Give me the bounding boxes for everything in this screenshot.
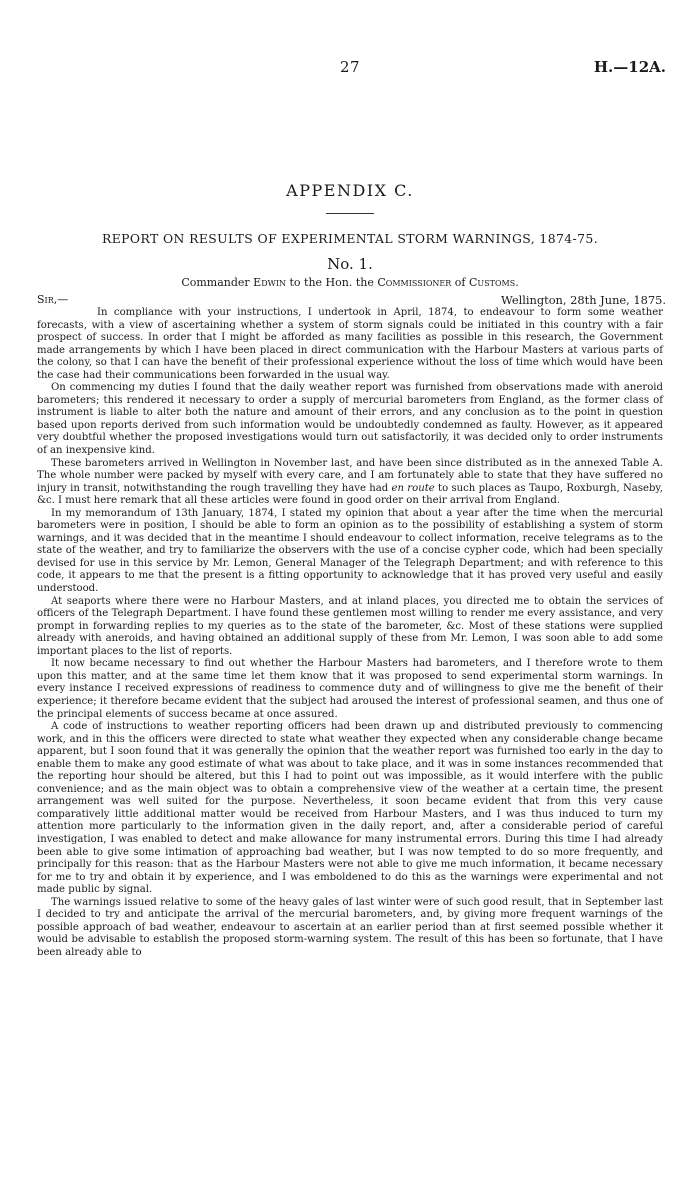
letter-number: No. 1. xyxy=(327,255,373,273)
correspondents-text: to the Hon. the xyxy=(286,276,378,289)
paragraph-text: to such places as Taupo, Roxburgh, Naseby, &c. I must here remark that all these articles were found in good order on their arrival from England. xyxy=(37,482,664,507)
paragraph: The warnings issued relative to some of the heavy gales of last winter were of such good result, that in September last I decided to try and anticipate the arrival of the mercurial barometers, and, by giving more frequent warnings of the possible approach of bad weather, endeavour to ascertain at an earlier period than at first seemed possible whether it would be advisable to establish the proposed storm-warning system. The result of this has been so fortunate, that I have been already able to xyxy=(37,896,663,958)
salutation: Sir,— xyxy=(37,293,69,306)
paragraph-text: These barometers arrived in Wellington in November last, and have been since distributed as in the annexed Table A. The whole number were packed by myself with every care, and I am fortunately able to state that they have suffered no injury in transit, notwithstanding the rough travelling they have had xyxy=(37,457,663,494)
dateline: Wellington, 28th June, 1875. xyxy=(501,293,666,307)
document-reference: H.—12A. xyxy=(593,58,666,76)
title-divider xyxy=(326,213,374,214)
appendix-title: APPENDIX C. xyxy=(286,181,414,200)
page-number: 27 xyxy=(339,58,361,76)
correspondents-line xyxy=(0,276,700,289)
sender-name: Edwin xyxy=(253,276,286,289)
correspondents-text: . xyxy=(515,276,519,289)
paragraph: In compliance with your instructions, I undertook in April, 1874, to endeavour to form some weather forecasts, with a view of ascertaining whether a system of storm signals could be initiated in this country with a fair prospect of success. In order that I might be afforded as many facilities as possible in this research, the Government made arrangements by which I have been placed in direct communication with the Harbour Masters at various parts of the colony, so that I can have the benefit of their professional experience without the loss of time which would have been the case had their communications been forwarded in the usual way. xyxy=(37,307,663,381)
paragraph: A code of instructions to weather reporting officers had been drawn up and distributed previously to commencing work, and in this the officers were directed to state what weather they expected when any considerable change became apparent, but I soon found that it was generally the opinion that the weather report was furnished too early in the day to enable them to make any good estimate of what was about to take place, and it was in some instances recommended that the reporting hour should be altered, but this I had to point out was impossible, as it would interfere with the public convenience; and as the main object was to obtain a comprehensive view of the weather at a certain time, the present arrangement was well suited for the purpose. Nevertheless, it soon became evident that from this very cause comparatively little additional matter would be received from Harbour Masters, and I was thus induced to turn my attention more particularly to the information given in the daily report, and, after a considerable period of careful investigation, I was enabled to detect and make allowance for many instrumental errors. During this time I had already been able to give some intimation of approaching bad weather, but I was now tempted to do so more frequently, and principally for this reason: that as the Harbour Masters were not able to give me much information, it became necessary for me to try and obtain it by experience, and I was emboldened to do this as the warnings were experimental and not made public by signal. xyxy=(37,721,663,896)
italic-phrase: en route xyxy=(391,482,435,494)
paragraph: On commencing my duties I found that the daily weather report was furnished from observations made with aneroid barometers; this rendered it necessary to order a supply of mercurial barometers from England, as the former class of instrument is liable to alter both the nature and amount of their errors, and any conclusion as to the point in question based upon reports derived from such information would be undoubtedly condemned as faulty. However, as it appeared very doubtful whether the proposed investigations would turn out satisfactorily, it was decided only to order instruments of an inexpensive kind. xyxy=(37,382,663,457)
recipient-office: Commissioner xyxy=(377,276,452,289)
paragraph: At seaports where there were no Harbour Masters, and at inland places, you directed me to obtain the services of officers of the Telegraph Department. I have found these gentlemen most willing to render me every assistance, and very prompt in forwarding replies to my queries as to the state of the barometer, &c. Most of these stations were supplied already with aneroids, and having obtained an additional supply of these from Mr. Lemon, I was soon able to add some important places to the list of reports. xyxy=(37,595,663,657)
letter-body xyxy=(37,307,663,959)
correspondents-text: Commander xyxy=(181,276,254,289)
paragraph: In my memorandum of 13th January, 1874, I stated my opinion that about a year after the time when the mercurial barometers were in position, I should be able to form an opinion as to the possibility of establishing a system of storm warnings, and it was decided that in the meantime I should endeavour to collect information, receive telegrams as to the state of the weather, and try to familiarize the observers with the use of a concise cypher code, which had been specially devised for use in this service by Mr. Lemon, General Manager of the Telegraph Department; and with reference to this code, it appears to me that the present is a fitting opportunity to acknowledge that it has proved very useful and easily understood. xyxy=(37,507,663,595)
correspondents-text: of xyxy=(451,276,469,289)
recipient-department: Customs xyxy=(468,276,516,289)
report-title: REPORT ON RESULTS OF EXPERIMENTAL STORM WARNINGS, 1874-75. xyxy=(101,231,599,246)
paragraph xyxy=(37,458,663,508)
paragraph: It now became necessary to find out whether the Harbour Masters had barometers, and I therefore wrote to them upon this matter, and at the same time let them know that it was proposed to send experimental storm warnings. In every instance I received expressions of readiness to commence duty and of willingness to give me the benefit of their experience; it therefore became evident that the subject had aroused the interest of professional seamen, and thus one of the principal elements of success became at once assured. xyxy=(37,658,663,720)
